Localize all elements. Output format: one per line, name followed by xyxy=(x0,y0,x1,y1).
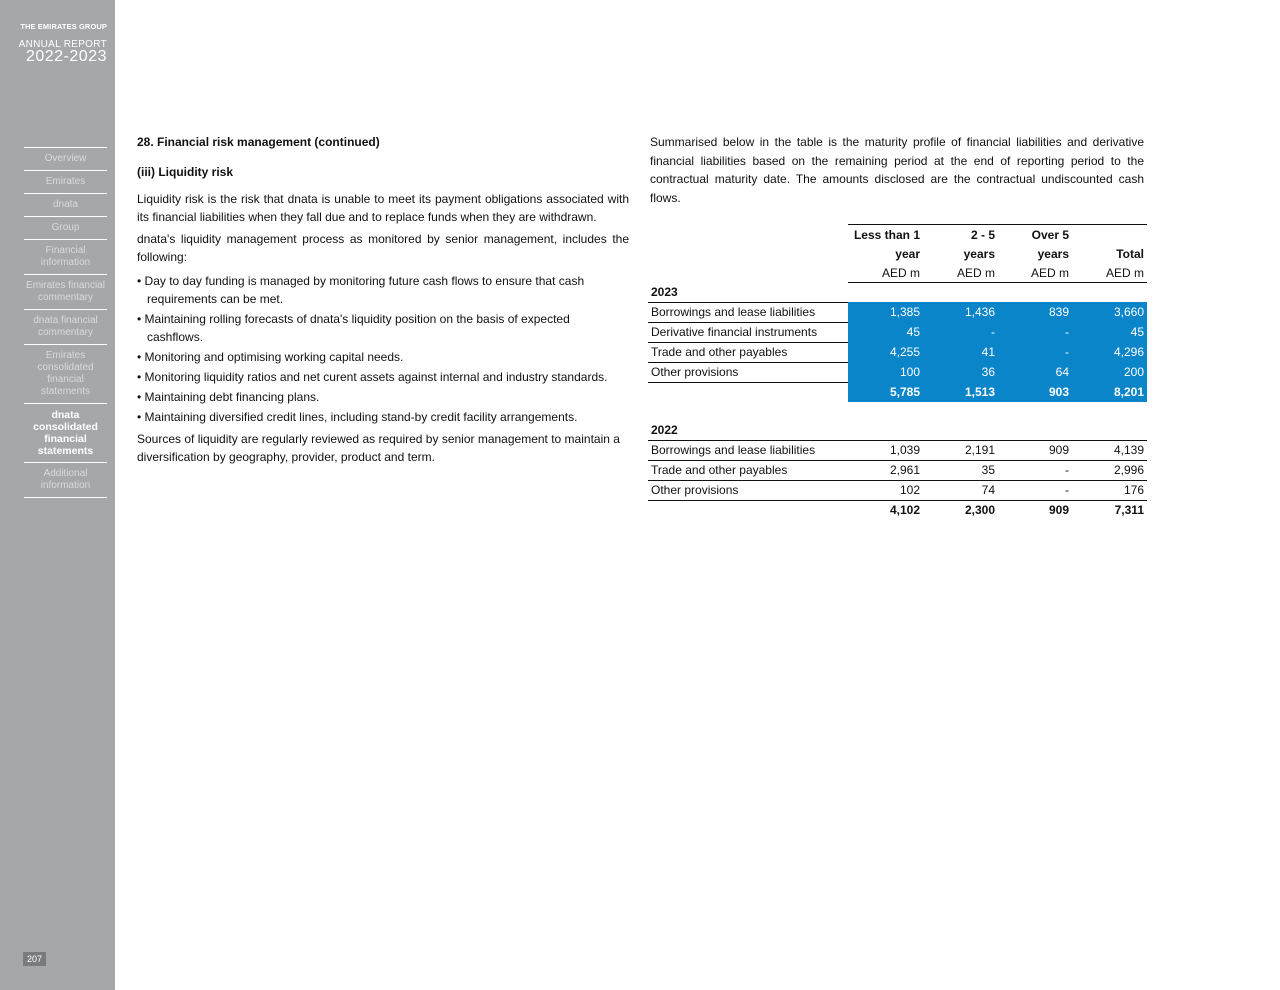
cell-value: 100 xyxy=(848,362,923,382)
table-row xyxy=(648,460,1147,480)
page-number: 207 xyxy=(23,952,46,966)
row-label: Other provisions xyxy=(648,362,848,382)
cell-value: 3,660 xyxy=(1072,302,1147,322)
right-column xyxy=(650,133,1144,207)
total-value: 1,513 xyxy=(923,382,998,402)
cell-value: - xyxy=(923,322,998,342)
nav-item-financial-information[interactable]: Financial information xyxy=(24,240,107,275)
col-header: years xyxy=(1037,246,1069,261)
bullet-item: • Maintaining diversified credit lines, including stand-by credit facility arrangements. xyxy=(137,410,578,424)
cell-value: 4,296 xyxy=(1072,342,1147,362)
bullet-item: • Monitoring liquidity ratios and net curent assets against internal and industry standards. xyxy=(137,370,608,384)
sidebar xyxy=(0,0,115,990)
row-label: Trade and other payables xyxy=(648,342,848,362)
year-row-2022 xyxy=(648,421,1147,441)
total-value: 5,785 xyxy=(848,382,923,402)
year-row-2023 xyxy=(648,283,1147,303)
col-header xyxy=(1072,225,1147,245)
unit-label: AED m xyxy=(998,263,1072,283)
cell-value: 2,996 xyxy=(1072,460,1147,480)
nav-item-overview[interactable]: Overview xyxy=(24,148,107,171)
col-header: Over 5 xyxy=(998,225,1072,245)
cell-value: 102 xyxy=(848,480,923,500)
cell-value: 909 xyxy=(998,440,1072,460)
nav-item-emirates-financial-commentary[interactable]: Emirates financial commentary xyxy=(24,275,107,310)
bullet-list xyxy=(137,272,629,426)
cell-value: 176 xyxy=(1072,480,1147,500)
nav-item-emirates-consolidated-statements[interactable]: Emirates consolidated financial statements xyxy=(24,345,107,404)
brand-group: THE EMIRATES GROUP xyxy=(20,22,107,31)
cell-value: 45 xyxy=(1072,322,1147,342)
table-row xyxy=(648,322,1147,342)
cell-value: 1,039 xyxy=(848,440,923,460)
table-units-row xyxy=(648,263,1147,283)
col-header: Less than 1 xyxy=(848,225,923,245)
col-header: year xyxy=(895,246,920,261)
row-label: Borrowings and lease liabilities xyxy=(648,440,848,460)
row-label: Other provisions xyxy=(648,480,848,500)
nav-item-dnata-financial-commentary[interactable]: dnata financial commentary xyxy=(24,310,107,345)
nav-item-additional-information[interactable]: Additional information xyxy=(24,463,107,498)
row-label: Borrowings and lease liabilities xyxy=(648,302,848,322)
total-value: 2,300 xyxy=(964,503,995,517)
unit-label: AED m xyxy=(1072,263,1147,283)
unit-label: AED m xyxy=(848,263,923,283)
cell-value: - xyxy=(998,322,1072,342)
total-value: 4,102 xyxy=(889,503,920,517)
bullet-item: • Day to day funding is managed by monitoring future cash flows to ensure that cash requirements can be met. xyxy=(137,274,585,306)
cell-value: 64 xyxy=(998,362,1072,382)
cell-value: 2,961 xyxy=(848,460,923,480)
year-label: 2022 xyxy=(651,423,678,437)
paragraph-sources: Sources of liquidity are regularly reviewed as required by senior management to maintain a diversification by geography, provider, product and term. xyxy=(137,432,620,464)
nav-item-dnata-consolidated-statements[interactable]: dnata consolidated financial statements xyxy=(24,404,107,463)
paragraph-management-process: dnata's liquidity management process as monitored by senior management, includes the following: xyxy=(137,232,629,264)
section-heading: 28. Financial risk management (continued) xyxy=(137,135,380,149)
nav-item-group[interactable]: Group xyxy=(24,217,107,240)
nav-item-dnata[interactable]: dnata xyxy=(24,194,107,217)
section-subheading: (iii) Liquidity risk xyxy=(137,165,234,179)
bullet-item: • Monitoring and optimising working capital needs. xyxy=(137,350,404,364)
cell-value: 74 xyxy=(923,480,998,500)
col-header: Total xyxy=(1116,246,1144,261)
row-label: Trade and other payables xyxy=(648,460,848,480)
maturity-table xyxy=(648,224,1147,520)
row-label: Derivative financial instruments xyxy=(648,322,848,342)
cell-value: 45 xyxy=(848,322,923,342)
cell-value: 41 xyxy=(923,342,998,362)
table-row xyxy=(648,440,1147,460)
table-row xyxy=(648,480,1147,500)
cell-value: 2,191 xyxy=(923,440,998,460)
left-column xyxy=(137,133,629,466)
cell-value: 839 xyxy=(998,302,1072,322)
table-row xyxy=(648,362,1147,382)
bullet-item: • Maintaining rolling forecasts of dnata's liquidity position on the basis of expected cashflows. xyxy=(137,312,570,344)
nav-item-emirates[interactable]: Emirates xyxy=(24,171,107,194)
paragraph-liquidity-risk: Liquidity risk is the risk that dnata is unable to meet its payment obligations associated with its financial liabilities when they fall due and to replace funds when they are withdrawn. xyxy=(137,192,629,224)
cell-value: 4,255 xyxy=(848,342,923,362)
year-label: 2023 xyxy=(651,285,678,299)
cell-value: 36 xyxy=(923,362,998,382)
total-value: 8,201 xyxy=(1072,382,1147,402)
cell-value: 1,385 xyxy=(848,302,923,322)
brand-report: ANNUAL REPORT xyxy=(18,39,107,50)
total-value: 7,311 xyxy=(1114,503,1144,517)
brand-block xyxy=(0,22,107,66)
table-row xyxy=(648,342,1147,362)
cell-value: - xyxy=(998,460,1072,480)
brand-year: 2022-2023 xyxy=(25,48,107,65)
cell-value: - xyxy=(998,342,1072,362)
cell-value: - xyxy=(998,480,1072,500)
cell-value: 1,436 xyxy=(923,302,998,322)
sidebar-nav xyxy=(24,147,107,498)
table-intro: Summarised below in the table is the maturity profile of financial liabilities and derivative financial liabilities based on the remaining period at the end of reporting period to the contractual maturity date. The amounts disclosed are the contractual undiscounted cash flows. xyxy=(650,135,1144,205)
col-header: 2 - 5 xyxy=(923,225,998,245)
cell-value: 4,139 xyxy=(1072,440,1147,460)
table-header-row xyxy=(648,244,1147,263)
total-row-2023 xyxy=(648,382,1147,402)
table-row xyxy=(648,302,1147,322)
total-value: 903 xyxy=(998,382,1072,402)
bullet-item: • Maintaining debt financing plans. xyxy=(137,390,320,404)
unit-label: AED m xyxy=(923,263,998,283)
col-header: years xyxy=(963,246,995,261)
cell-value: 200 xyxy=(1072,362,1147,382)
table-header-row xyxy=(648,225,1147,245)
total-value: 909 xyxy=(1048,503,1069,517)
cell-value: 35 xyxy=(923,460,998,480)
total-row-2022 xyxy=(648,500,1147,520)
